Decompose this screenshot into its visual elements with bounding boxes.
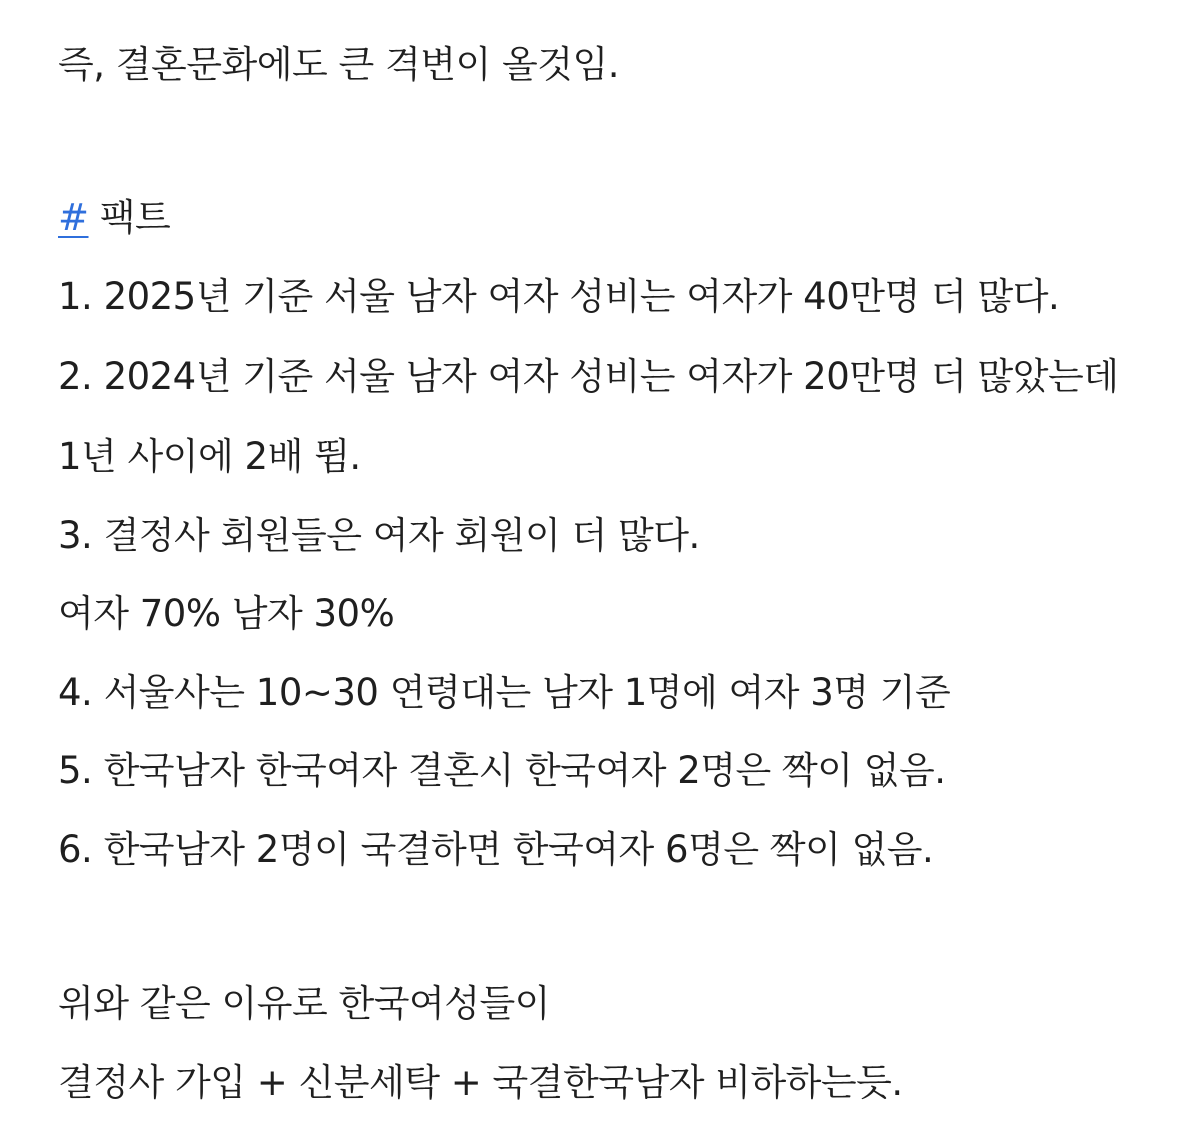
fact-line-5: 5. 한국남자 한국여자 결혼시 한국여자 2명은 짝이 없음. — [58, 749, 946, 792]
fact-line-3-cont: 여자 70% 남자 30% — [58, 592, 395, 635]
fact-line-1: 1. 2025년 기준 서울 남자 여자 성비는 여자가 40만명 더 많다. — [58, 275, 1060, 318]
fact-line-2: 2. 2024년 기준 서울 남자 여자 성비는 여자가 20만명 더 많았는데 — [58, 355, 1119, 398]
conclusion-line-1: 위와 같은 이유로 한국여성들이 — [58, 982, 550, 1025]
conclusion-line-2: 결정사 가입 + 신분세탁 + 국결한국남자 비하하는듯. — [58, 1061, 903, 1104]
hashtag-label: 팩트 — [88, 196, 171, 239]
intro-line: 즉, 결혼문화에도 큰 격변이 올것임. — [58, 43, 619, 86]
hashtag-link[interactable]: # — [58, 196, 89, 239]
fact-line-3: 3. 결정사 회원들은 여자 회원이 더 많다. — [58, 514, 700, 557]
hashtag-line — [58, 196, 170, 240]
fact-line-6: 6. 한국남자 2명이 국결하면 한국여자 6명은 짝이 없음. — [58, 828, 934, 871]
fact-line-2-cont: 1년 사이에 2배 뜀. — [58, 435, 361, 478]
fact-line-4: 4. 서울사는 10~30 연령대는 남자 1명에 여자 3명 기준 — [58, 671, 951, 714]
